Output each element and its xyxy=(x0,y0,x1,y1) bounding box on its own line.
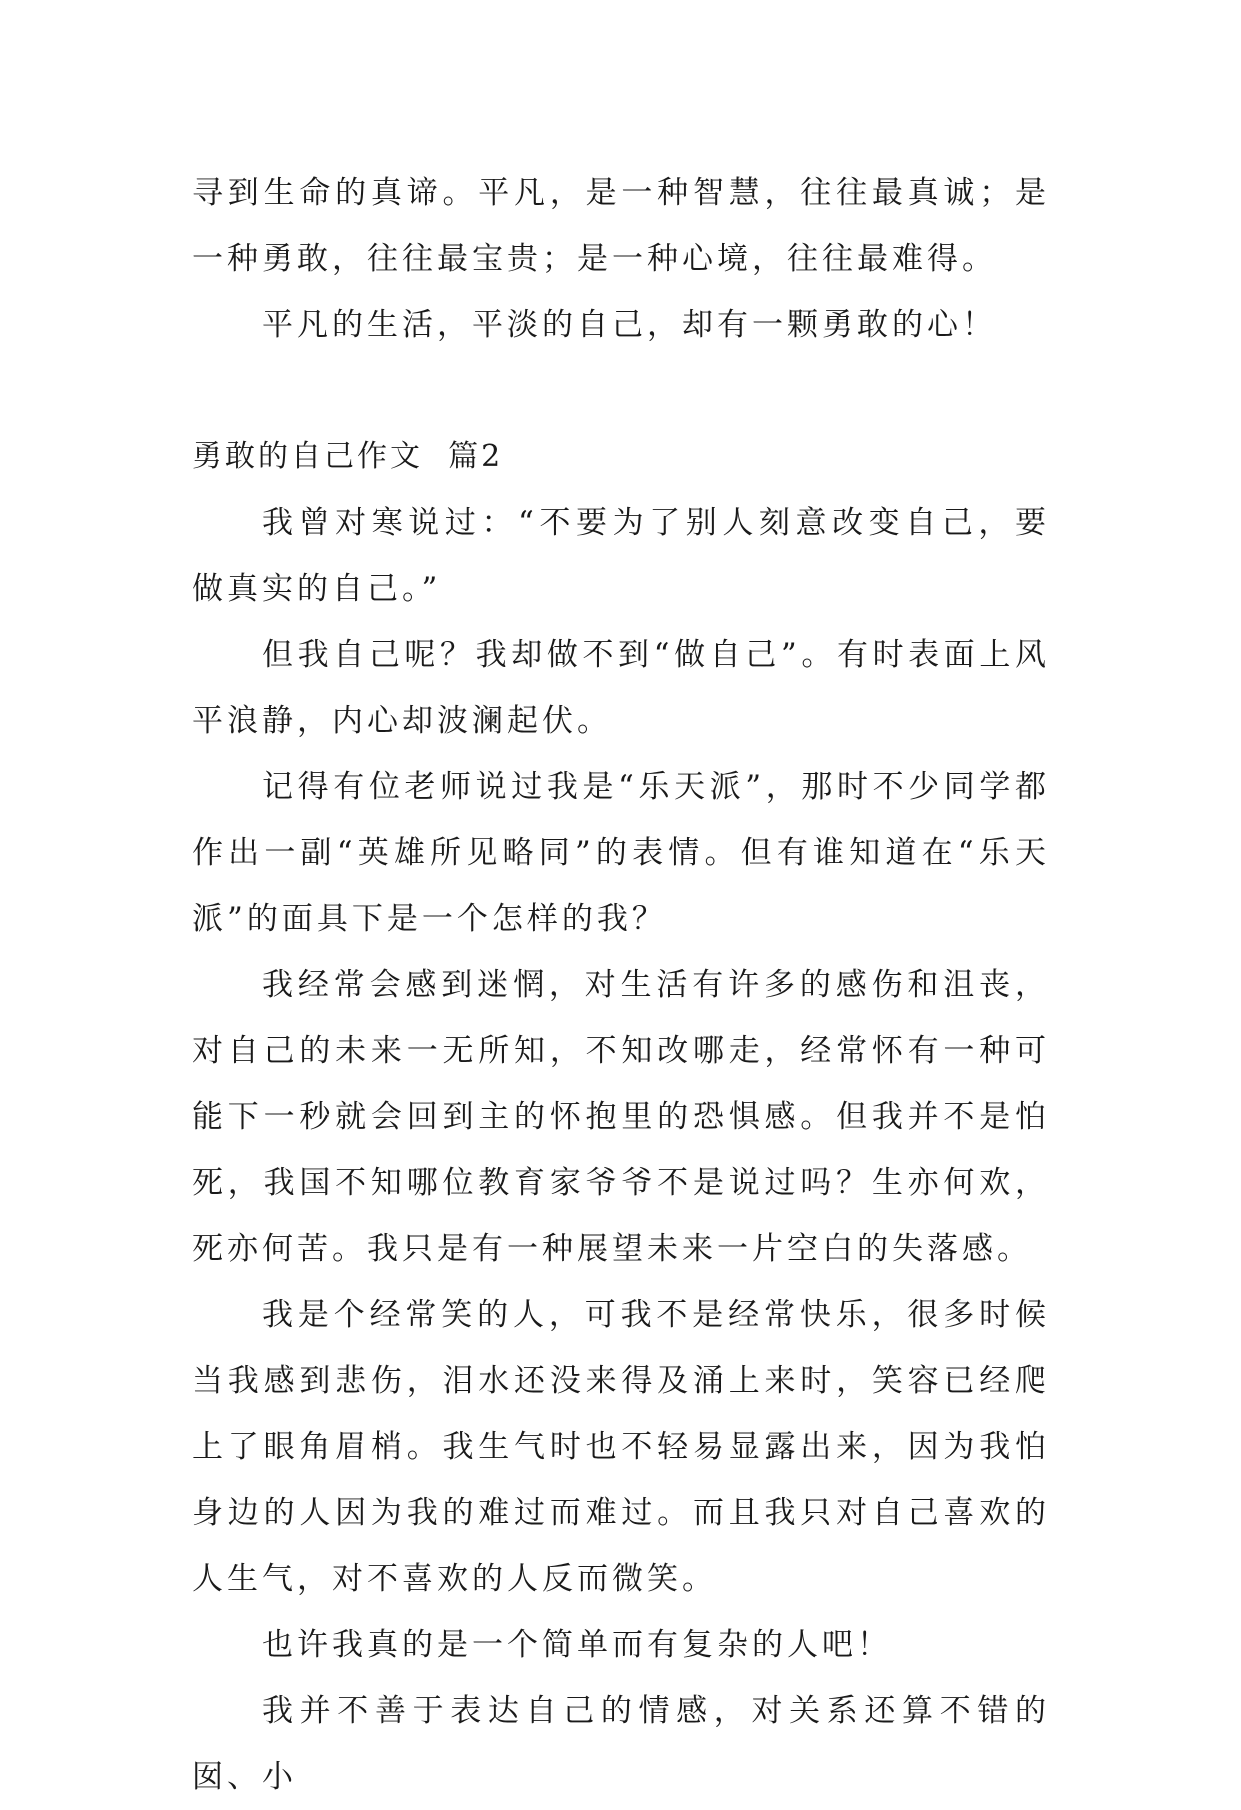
section-spacer xyxy=(192,358,1050,424)
paragraph: 我是个经常笑的人，可我不是经常快乐，很多时候当我感到悲伤，泪水还没来得及涌上来时，笑容已经爬上了眼角眉梢。我生气时也不轻易显露出来，因为我怕身边的人因为我的难过而难过。而且我只对自己喜欢的人生气，对不喜欢的人反而微笑。 xyxy=(192,1297,1050,1597)
paragraph: 也许我真的是一个简单而有复杂的人吧！ xyxy=(262,1627,892,1663)
paragraph: 平凡的生活，平淡的自己，却有一颗勇敢的心！ xyxy=(262,307,997,343)
paragraph: 我经常会感到迷惘，对生活有许多的感伤和沮丧，对自己的未来一无所知，不知改哪走，经常怀有一种可能下一秒就会回到主的怀抱里的恐惧感。但我并不是怕死，我国不知哪位教育家爷爷不是说过吗？生亦何欢，死亦何苦。我只是有一种展望未来一片空白的失落感。 xyxy=(192,967,1050,1267)
paragraph: 我并不善于表达自己的情感，对关系还算不错的囡、小 xyxy=(192,1693,1050,1795)
paragraph-continuation: 寻到生命的真谛。平凡，是一种智慧，往往最真诚；是一种勇敢，往往最宝贵；是一种心境，往往最难得。 xyxy=(192,175,1050,277)
paragraph: 我曾对寒说过：“不要为了别人刻意改变自己，要做真实的自己。” xyxy=(192,505,1050,607)
paragraph: 记得有位老师说过我是“乐天派”，那时不少同学都作出一副“英雄所见略同”的表情。但有谁知道在“乐天派”的面具下是一个怎样的我？ xyxy=(192,769,1050,937)
section-title: 勇敢的自己作文 篇2 xyxy=(192,439,504,474)
document-body xyxy=(192,160,1050,1810)
paragraph: 但我自己呢？我却做不到“做自己”。有时表面上风平浪静，内心却波澜起伏。 xyxy=(192,637,1050,739)
